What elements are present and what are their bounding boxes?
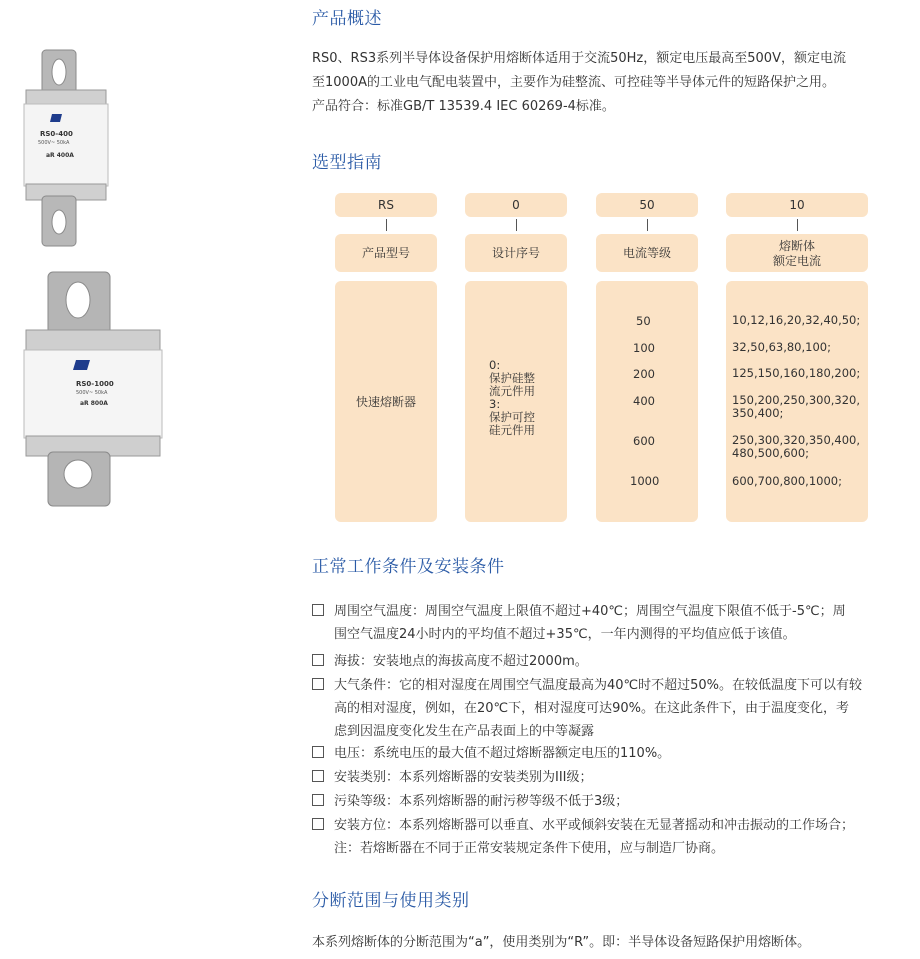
condition-text: 污染等级：本系列熔断器的耐污秽等级不低于3级； [334,794,629,809]
condition-atmosphere [312,674,862,743]
overview-line-3: 产品符合：标准GB/T 13539.4 IEC 60269-4标准。 [312,99,615,114]
code-box-0 [465,193,567,217]
label-model: 产品型号 [361,246,410,260]
code-50: 50 [639,198,655,212]
condition-voltage [312,742,670,765]
condition-text-cont: 虑到因温度变化发生在产品表面上的中等凝露 [334,724,595,739]
current-level-50: 50 [636,314,651,328]
fuse-rs0-400-image [20,48,120,248]
rated-values-400-b: 350,400; [732,406,784,420]
condition-text: 安装类别：本系列熔断器的安装类别为III级； [334,770,593,785]
rated-values-200: 125,150,160,180,200; [732,366,861,380]
rated-values-600-b: 480,500,600; [732,446,810,460]
rated-values-100: 32,50,63,80,100; [732,340,831,354]
detail-box-model [335,281,437,522]
fuse2-class-text: aR 800A [80,400,108,407]
label-box-rated [726,234,868,272]
fuse2-model-text: RS0-1000 [76,380,114,388]
fuse1-model-text: RS0-400 [40,130,73,138]
condition-text: 周围空气温度：周围空气温度上限值不超过+40℃；周围空气温度下限值不低于-5℃；周 [334,604,846,619]
rated-values-600-a: 250,300,320,350,400, [732,433,861,447]
conditions-title: 正常工作条件及安装条件 [312,557,505,577]
condition-text-cont: 围空气温度24小时内的平均值不超过+35℃，一年内测得的平均值应低于该值。 [334,627,796,642]
fuse2-rating-text: 500V~ 50kA [76,390,108,396]
condition-altitude [312,650,588,673]
overview-title: 产品概述 [312,9,382,29]
condition-text: 海拔：安装地点的海拔高度不超过2000m。 [334,654,588,669]
guide-title: 选型指南 [312,153,382,173]
label-design: 设计序号 [491,246,540,260]
checkbox-icon [312,678,324,690]
overview-line-2: 至1000A的工业电气配电装置中，主要作为硅整流、可控硅等半导体元件的短路保护之用。 [312,75,835,90]
current-level-400: 400 [633,394,655,408]
code-0: 0 [512,198,520,212]
detail-box-current [596,281,698,522]
detail-box-rated [726,281,868,522]
breaking-title: 分断范围与使用类别 [312,891,470,911]
rated-values-1000: 600,700,800,1000; [732,474,842,488]
connector-line-1 [386,219,387,231]
condition-orientation [312,814,854,860]
code-box-50 [596,193,698,217]
checkbox-icon [312,770,324,782]
rated-values-400-a: 150,200,250,300,320, [732,393,861,407]
checkbox-icon [312,654,324,666]
design-line-6: 硅元件用 [489,423,535,437]
connector-line-2 [516,219,517,231]
design-line-1: 0: [489,358,501,372]
checkbox-icon [312,818,324,830]
checkbox-icon [312,604,324,616]
condition-install-category [312,766,593,789]
design-notes [489,359,535,437]
detail-box-design [465,281,567,522]
condition-text: 电压：系统电压的最大值不超过熔断器额定电压的110%。 [334,746,671,761]
condition-text: 大气条件：它的相对湿度在周围空气温度最高为40℃时不超过50%。在较低温度下可以有较 [334,678,863,693]
code-10: 10 [789,198,805,212]
design-line-2: 保护硅整 [489,371,535,385]
code-box-rs [335,193,437,217]
connector-line-4 [797,219,798,231]
breaking-text: 本系列熔断体的分断范围为“a”，使用类别为“R”。即：半导体设备短路保护用熔断体。 [312,935,811,950]
condition-pollution [312,790,628,813]
label-box-design [465,234,567,272]
fast-fuse-text: 快速熔断器 [355,395,416,409]
design-line-5: 保护可控 [489,410,535,424]
rated-values-50: 10,12,16,20,32,40,50; [732,313,861,327]
condition-temperature [312,600,846,646]
fuse1-rating-text: 500V~ 50kA [38,140,70,146]
condition-text-cont: 注：若熔断器在不同于正常安装规定条件下使用，应与制造厂协商。 [334,841,725,856]
current-level-100: 100 [633,341,655,355]
current-level-1000: 1000 [630,474,660,488]
label-box-current [596,234,698,272]
design-line-3: 流元件用 [489,384,535,398]
label-rated-line1: 熔断体 [778,239,815,253]
label-box-model [335,234,437,272]
code-box-10 [726,193,868,217]
label-rated-line2: 额定电流 [772,254,821,268]
current-level-200: 200 [633,367,655,381]
current-level-600: 600 [633,434,655,448]
overview-line-1: RS0、RS3系列半导体设备保护用熔断体适用于交流50Hz，额定电压最高至500V，额定电流 [312,51,846,66]
connector-line-3 [647,219,648,231]
label-current: 电流等级 [622,246,671,260]
condition-text: 安装方位：本系列熔断器可以垂直、水平或倾斜安装在无显著摇动和冲击振动的工作场合； [334,818,855,833]
fuse1-class-text: aR 400A [46,152,74,159]
condition-text-cont: 高的相对湿度，例如，在20℃下，相对湿度可达90%。在这此条件下，由于温度变化，考 [334,701,850,716]
fuse-rs0-1000-image [22,268,167,508]
design-line-4: 3: [489,397,501,411]
checkbox-icon [312,746,324,758]
code-rs: RS [378,198,394,212]
product-images [0,0,300,959]
checkbox-icon [312,794,324,806]
